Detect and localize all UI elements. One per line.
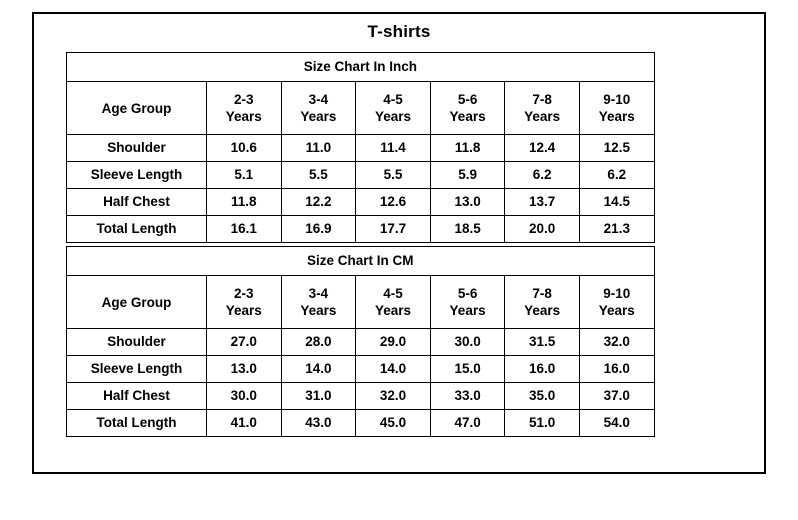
cell-value: 12.2 <box>281 189 356 216</box>
size-chart-inch <box>66 52 654 243</box>
table-row <box>67 329 655 356</box>
cell-value: 35.0 <box>505 383 580 410</box>
cell-value: 16.1 <box>207 216 282 243</box>
cell-value: 10.6 <box>207 135 282 162</box>
cell-value: 28.0 <box>281 329 356 356</box>
chart-caption: Size Chart In CM <box>67 247 655 276</box>
cell-value: 29.0 <box>356 329 431 356</box>
cell-value: 32.0 <box>356 383 431 410</box>
column-unit: Years <box>524 303 561 318</box>
column-header <box>579 82 654 135</box>
cell-value: 13.0 <box>430 189 505 216</box>
chart-caption: Size Chart In Inch <box>67 53 655 82</box>
cell-value: 12.5 <box>579 135 654 162</box>
page-title: T-shirts <box>367 22 431 41</box>
column-unit: Years <box>374 303 411 318</box>
cell-value: 21.3 <box>579 216 654 243</box>
column-header <box>505 276 580 329</box>
column-header <box>430 276 505 329</box>
cell-value: 13.7 <box>505 189 580 216</box>
table-header-row <box>67 276 655 329</box>
row-label: Total Length <box>67 216 207 243</box>
table-row <box>67 189 655 216</box>
cell-value: 54.0 <box>579 410 654 437</box>
column-unit: Years <box>449 109 486 124</box>
cell-value: 12.6 <box>356 189 431 216</box>
column-header <box>281 82 356 135</box>
cell-value: 43.0 <box>281 410 356 437</box>
size-chart-table-cm <box>66 246 655 437</box>
column-size: 3-4 <box>308 286 329 301</box>
cell-value: 15.0 <box>430 356 505 383</box>
column-header <box>356 82 431 135</box>
row-label: Shoulder <box>67 135 207 162</box>
cell-value: 37.0 <box>579 383 654 410</box>
cell-value: 47.0 <box>430 410 505 437</box>
cell-value: 51.0 <box>505 410 580 437</box>
column-header <box>505 82 580 135</box>
cell-value: 32.0 <box>579 329 654 356</box>
cell-value: 16.0 <box>505 356 580 383</box>
row-label: Half Chest <box>67 189 207 216</box>
cell-value: 31.5 <box>505 329 580 356</box>
cell-value: 27.0 <box>207 329 282 356</box>
cell-value: 33.0 <box>430 383 505 410</box>
cell-value: 11.4 <box>356 135 431 162</box>
cell-value: 31.0 <box>281 383 356 410</box>
cell-value: 30.0 <box>207 383 282 410</box>
cell-value: 16.0 <box>579 356 654 383</box>
table-row <box>67 135 655 162</box>
column-header <box>207 82 282 135</box>
cell-value: 11.8 <box>430 135 505 162</box>
table-caption-row <box>67 247 655 276</box>
column-size: 9-10 <box>603 286 631 301</box>
column-size: 4-5 <box>383 92 403 107</box>
cell-value: 13.0 <box>207 356 282 383</box>
column-unit: Years <box>524 109 561 124</box>
row-label: Sleeve Length <box>67 356 207 383</box>
column-header <box>356 276 431 329</box>
row-label: Total Length <box>67 410 207 437</box>
cell-value: 14.5 <box>579 189 654 216</box>
cell-value: 5.5 <box>356 162 431 189</box>
cell-value: 6.2 <box>579 162 654 189</box>
table-row <box>67 356 655 383</box>
cell-value: 41.0 <box>207 410 282 437</box>
column-size: 5-6 <box>457 286 478 301</box>
cell-value: 5.1 <box>207 162 282 189</box>
cell-value: 6.2 <box>505 162 580 189</box>
age-group-header: Age Group <box>67 276 207 329</box>
column-size: 3-4 <box>308 92 329 107</box>
column-size: 7-8 <box>532 92 552 107</box>
cell-value: 14.0 <box>356 356 431 383</box>
column-size: 7-8 <box>532 286 552 301</box>
column-size: 2-3 <box>234 286 254 301</box>
column-unit: Years <box>598 303 635 318</box>
column-unit: Years <box>300 109 337 124</box>
column-header <box>281 276 356 329</box>
column-size: 4-5 <box>383 286 403 301</box>
column-unit: Years <box>225 303 262 318</box>
row-label: Shoulder <box>67 329 207 356</box>
column-header <box>207 276 282 329</box>
table-row <box>67 162 655 189</box>
cell-value: 12.4 <box>505 135 580 162</box>
column-unit: Years <box>300 303 337 318</box>
column-size: 9-10 <box>603 92 631 107</box>
cell-value: 11.0 <box>281 135 356 162</box>
row-label: Sleeve Length <box>67 162 207 189</box>
cell-value: 17.7 <box>356 216 431 243</box>
table-header-row <box>67 82 655 135</box>
cell-value: 5.9 <box>430 162 505 189</box>
size-chart-table-inch <box>66 52 655 243</box>
cell-value: 30.0 <box>430 329 505 356</box>
cell-value: 16.9 <box>281 216 356 243</box>
cell-value: 20.0 <box>505 216 580 243</box>
age-group-header: Age Group <box>67 82 207 135</box>
row-label: Half Chest <box>67 383 207 410</box>
cell-value: 45.0 <box>356 410 431 437</box>
cell-value: 5.5 <box>281 162 356 189</box>
size-chart-cm <box>66 246 654 437</box>
table-row <box>67 216 655 243</box>
table-row <box>67 410 655 437</box>
column-size: 2-3 <box>234 92 254 107</box>
column-header <box>430 82 505 135</box>
column-unit: Years <box>598 109 635 124</box>
column-unit: Years <box>225 109 262 124</box>
cell-value: 11.8 <box>207 189 282 216</box>
cell-value: 14.0 <box>281 356 356 383</box>
column-size: 5-6 <box>457 92 478 107</box>
cell-value: 18.5 <box>430 216 505 243</box>
column-unit: Years <box>449 303 486 318</box>
table-row <box>67 383 655 410</box>
column-unit: Years <box>374 109 411 124</box>
table-caption-row <box>67 53 655 82</box>
column-header <box>579 276 654 329</box>
